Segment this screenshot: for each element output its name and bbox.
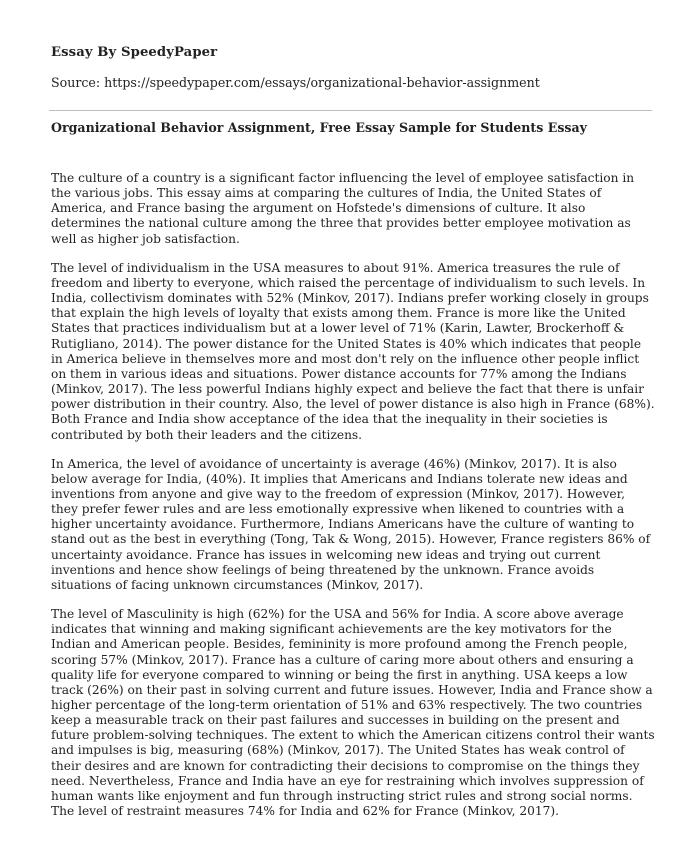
divider xyxy=(49,110,652,111)
paragraph: In America, the level of avoidance of uncertainty is average (46%) (Minkov, 2017). It is also below average for India, (40%). It implies that Americans and Indians tolerate new ideas and inventions from anyone and give way to the freedom of expression (Minkov, 2017). However, they prefer fewer rules and are less emotionally expressive when likened to countries with a higher uncertainty avoidance. Furthermore, Indians Americans have the culture of wanting to stand out as the best in everything (Tong, Tak & Wong, 2015). However, France registers 86% of uncertainty avoidance. France has issues in welcoming new ideas and trying out current inventions and hence show feelings of being threatened by the unknown. France avoids situations of facing unknown circumstances (Minkov, 2017). xyxy=(51,456,651,592)
source-line: Source: https://speedypaper.com/essays/organizational-behavior-assignment xyxy=(51,75,540,90)
essay-title: Organizational Behavior Assignment, Free Essay Sample for Students Essay xyxy=(51,120,587,135)
essay-body xyxy=(51,171,655,833)
paragraph: The level of individualism in the USA measures to about 91%. America treasures the rule of freedom and liberty to everyone, which raised the percentage of individualism to such levels. In India, collectivism dominates with 52% (Minkov, 2017). Indians prefer working closely in groups that explain the high levels of loyalty that exists among them. France is more like the United States that practices individualism but at a lower level of 71% (Karin, Lawter, Brockerhoff & Rutigliano, 2014). The power distance for the United States is 40% which indicates that people in America believe in themselves more and most don't rely on the influence other people inflict on them in various ideas and situations. Power distance accounts for 77% among the Indians (Minkov, 2017). The less powerful Indians highly expect and believe the fact that there is unfair power distribution in their country. Also, the level of power distance is also high in France (68%). Both France and India show acceptance of the idea that the inequality in their societies is contributed by both their leaders and the citizens. xyxy=(51,260,655,442)
brand-heading: Essay By SpeedyPaper xyxy=(51,45,218,60)
paragraph: The culture of a country is a significant factor influencing the level of employee satisfaction in the various jobs. This essay aims at comparing the cultures of India, the United States of America, and France basing the argument on Hofstede's dimensions of culture. It also determines the national culture among the three that provides better employee motivation as well as higher job satisfaction. xyxy=(51,171,635,246)
paragraph: The level of Masculinity is high (62%) for the USA and 56% for India. A score above average indicates that winning and making significant achievements are the key motivators for the Indian and American people. Besides, femininity is more profound among the French people, scoring 57% (Minkov, 2017). France has a culture of caring more about others and ensuring a quality life for everyone compared to winning or being the first in anything. USA keeps a low track (26%) on their past in solving current and future issues. However, India and France show a higher percentage of the long-term orientation of 51% and 63% respectively. The two countries keep a measurable track on their past failures and successes in building on the present and future problem-solving techniques. The extent to which the American citizens control their wants and impulses is big, measuring (68%) (Minkov, 2017). The United States has weak control of their desires and are known for contradicting their decisions to compromise on the things they need. Nevertheless, France and India have an eye for restraining which involves suppression of human wants like enjoyment and fun through instructing strict rules and strong social norms. The level of restraint measures 74% for India and 62% for France (Minkov, 2017). xyxy=(51,607,655,819)
